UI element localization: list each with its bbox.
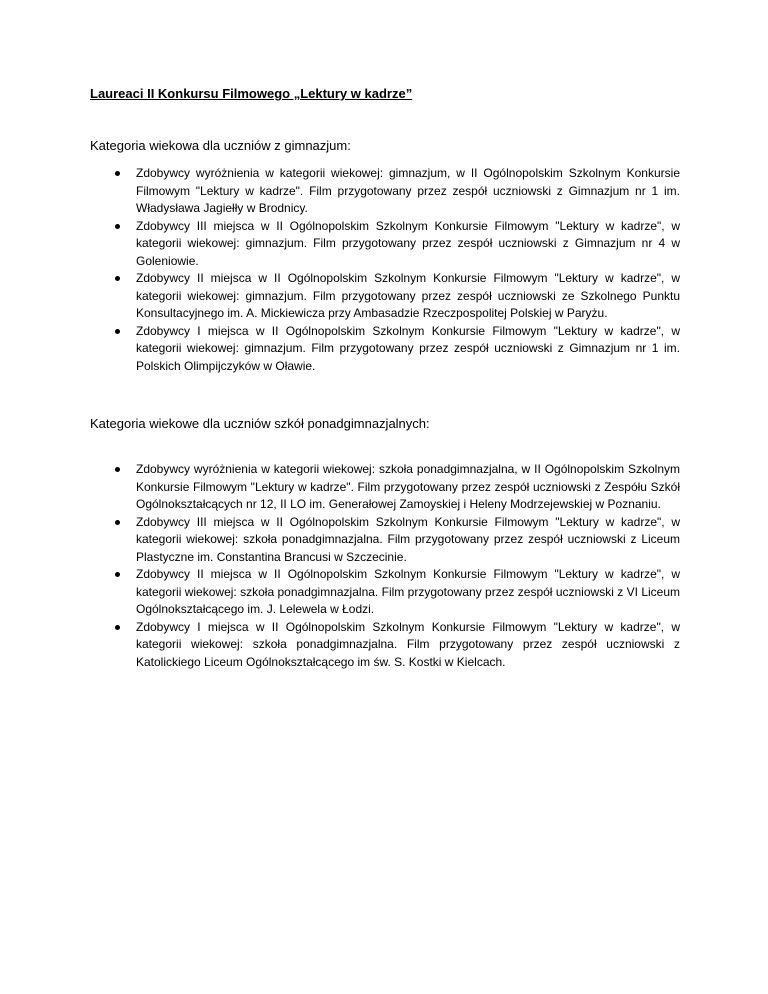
list-item-text: Zdobywcy II miejsca w II Ogólnopolskim Szkolnym Konkursie Filmowym "Lektury w kadrze", w kategorii wiekowej: szkoła ponadgimnazjalna. Film przygotowany przez zespół uczniowski z VI Liceum Ogólnokształcącego im. J. Lelewela w Łodzi. [136, 567, 680, 616]
list-item-text: Zdobywcy wyróżnienia w kategorii wiekowej: gimnazjum, w II Ogólnopolskim Szkolnym Konkursie Filmowym "Lektury w kadrze". Film przygotowany przez zespół uczniowski z Gimnazjum nr 1 im. Władysława Jagiełły w Brodnicy. [136, 166, 680, 215]
document-title: Laureaci II Konkursu Filmowego „Lektury w kadrze” [90, 86, 413, 101]
list-item [90, 270, 680, 323]
bullet-icon [115, 276, 120, 281]
list-item [90, 619, 680, 672]
laureates-list-ponadgimnazjalne [90, 461, 680, 671]
list-item-text: Zdobywcy wyróżnienia w kategorii wiekowej: szkoła ponadgimnazjalna, w II Ogólnopolskim Szkolnym Konkursie Filmowym "Lektury w kadrze". Film przygotowany przez zespół uczniowski z Zespółu Szkół Ogólnokształcących nr 12, II LO im. Generałowej Zamoyskiej i Heleny Modrzejewskiej w Poznaniu. [136, 462, 680, 511]
bullet-icon [115, 171, 120, 176]
list-item-text: Zdobywcy I miejsca w II Ogólnopolskim Szkolnym Konkursie Filmowym "Lektury w kadrze", w kategorii wiekowej: szkoła ponadgimnazjalna. Film przygotowany przez zespół uczniowski z Katolickiego Liceum Ogólnokształcącego im św. S. Kostki w Kielcach. [136, 619, 680, 669]
bullet-icon [115, 572, 120, 577]
list-item-text: Zdobywcy III miejsca w II Ogólnopolskim Szkolnym Konkursie Filmowym "Lektury w kadrze", w kategorii wiekowej: szkoła ponadgimnazjalna. Film przygotowany przez zespół uczniowski z Liceum Plastyczne im. Constantina Brancusi w Szczecinie. [136, 514, 680, 564]
bullet-icon [115, 625, 120, 630]
list-item [90, 165, 680, 218]
list-item-text: Zdobywcy III miejsca w II Ogólnopolskim Szkolnym Konkursie Filmowym "Lektury w kadrze", w kategorii wiekowej: gimnazjum. Film przygotowany przez zespół uczniowski z Gimnazjum nr 4 w Goleniowie. [136, 218, 680, 268]
laureates-list-gimnazjum [90, 165, 680, 375]
bullet-icon [115, 520, 120, 525]
section-heading-ponadgimnazjalne: Kategoria wiekowe dla uczniów szkół ponadgimnazjalnych: [90, 416, 430, 431]
section-heading-gimnazjum: Kategoria wiekowa dla uczniów z gimnazjum: [90, 138, 351, 153]
list-item-text: Zdobywcy II miejsca w II Ogólnopolskim Szkolnym Konkursie Filmowym "Lektury w kadrze", w kategorii wiekowej: gimnazjum. Film przygotowany przez zespół uczniowski ze Szkolnego Punktu Konsultacyjnego im. A. Mickiewicza przy Ambasadzie Rzeczpospolitej Polskiej w Paryżu. [136, 271, 680, 320]
list-item [90, 323, 680, 376]
bullet-icon [115, 467, 120, 472]
list-item-text: Zdobywcy I miejsca w II Ogólnopolskim Szkolnym Konkursie Filmowym "Lektury w kadrze", w kategorii wiekowej: gimnazjum. Film przygotowany przez zespół uczniowski z Gimnazjum nr 1 im. Polskich Olimpijczyków w Oławie. [136, 323, 680, 373]
list-item [90, 566, 680, 619]
bullet-icon [115, 329, 120, 334]
list-item [90, 461, 680, 514]
bullet-icon [115, 224, 120, 229]
list-item [90, 218, 680, 271]
list-item [90, 514, 680, 567]
